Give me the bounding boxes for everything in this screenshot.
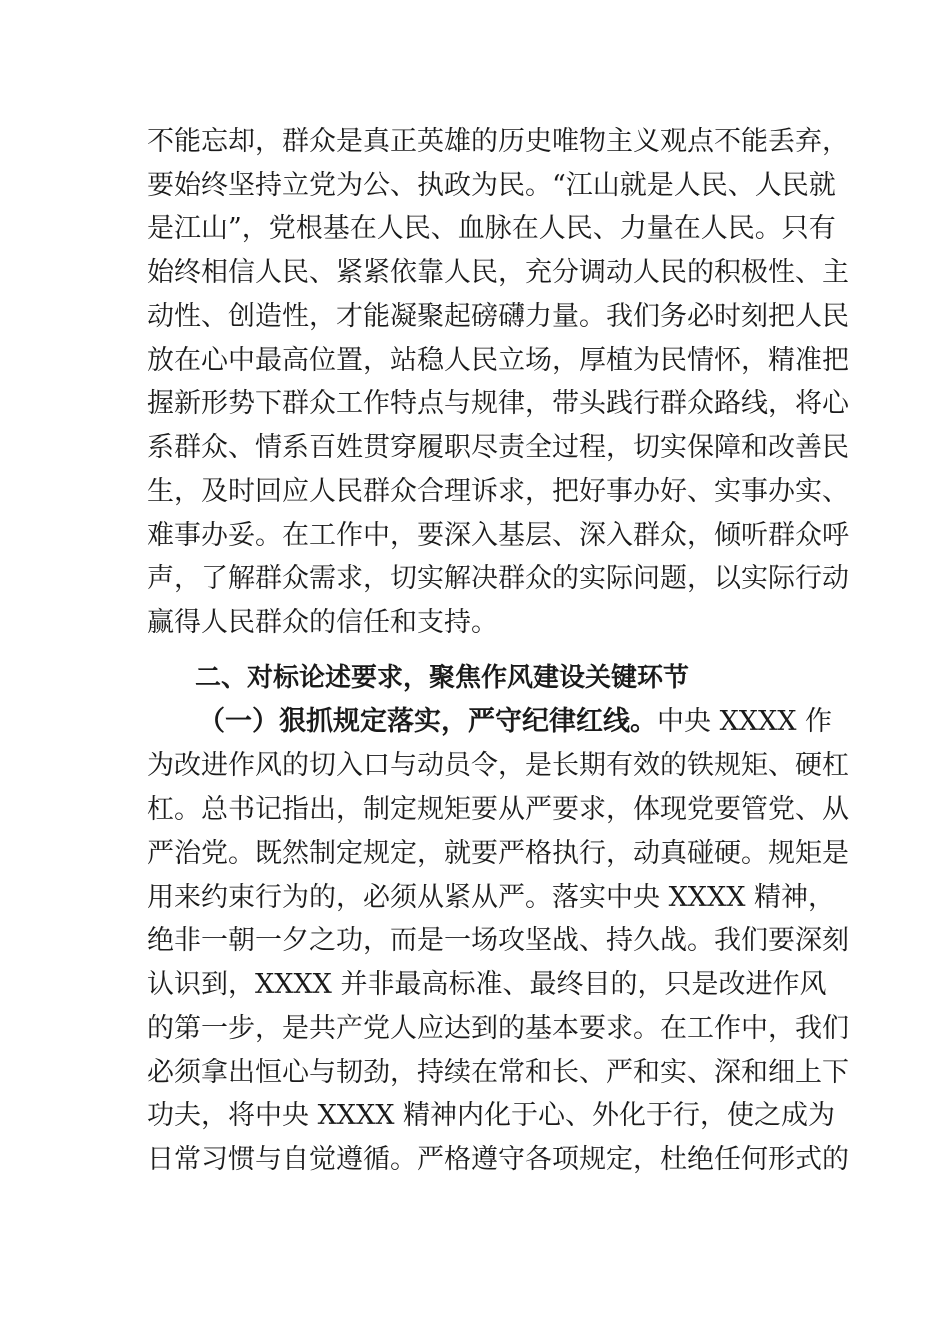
section-first-line — [198, 704, 833, 740]
text-line: 生，及时回应人民群众合理诉求，把好事办好、实事办实、 — [147, 476, 849, 507]
text-line: 赢得人民群众的信任和支持。 — [147, 607, 498, 638]
section-heading: 二、对标论述要求，聚焦作风建设关键环节 — [195, 663, 690, 693]
text-line: 始终相信人民、紧紧依靠人民，充分调动人民的积极性、主 — [147, 257, 849, 288]
text-line: 的第一步，是共产党人应达到的基本要求。在工作中，我们 — [147, 1013, 849, 1044]
section-lead: （一）狠抓规定落实，严守纪律红线。 — [198, 706, 657, 737]
text-line: 动性、创造性，才能凝聚起磅礴力量。我们务必时刻把人民 — [147, 301, 849, 332]
text-line: 用来约束行为的，必须从紧从严。落实中央 XXXX 精神， — [147, 882, 836, 913]
text-line: 绝非一朝一夕之功，而是一场攻坚战、持久战。我们要深刻 — [147, 925, 849, 956]
text-line: 为改进作风的切入口与动员令，是长期有效的铁规矩、硬杠 — [147, 750, 849, 781]
text-line: 握新形势下群众工作特点与规律，带头践行群众路线，将心 — [147, 388, 849, 419]
text-line: 杠。总书记指出，制定规矩要从严要求，体现党要管党、从 — [147, 794, 849, 825]
text-line: 难事办妥。在工作中，要深入基层、深入群众，倾听群众呼 — [147, 520, 849, 551]
text-line: 放在心中最高位置，站稳人民立场，厚植为民情怀，精准把 — [147, 345, 849, 376]
text-line: 是江山”，党根基在人民、血脉在人民、力量在人民。只有 — [147, 213, 836, 244]
text-line: 不能忘却，群众是真正英雄的历史唯物主义观点不能丢弃， — [147, 126, 849, 157]
text-line: 系群众、情系百姓贯穿履职尽责全过程，切实保障和改善民 — [147, 432, 849, 463]
text-line: 功夫，将中央 XXXX 精神内化于心、外化于行，使之成为 — [147, 1100, 836, 1131]
text-line: 要始终坚持立党为公、执政为民。“江山就是人民、人民就 — [147, 170, 836, 201]
text-line: 必须拿出恒心与韧劲，持续在常和长、严和实、深和细上下 — [147, 1057, 849, 1088]
text-line: 认识到，XXXX 并非最高标准、最终目的，只是改进作风 — [147, 969, 827, 1000]
section-lead-rest: 中央 XXXX 作 — [657, 706, 833, 737]
text-line: 日常习惯与自觉遵循。严格遵守各项规定，杜绝任何形式的 — [147, 1144, 849, 1175]
text-line: 严治党。既然制定规定，就要严格执行，动真碰硬。规矩是 — [147, 838, 849, 869]
text-line: 声，了解群众需求，切实解决群众的实际问题，以实际行动 — [147, 563, 849, 594]
